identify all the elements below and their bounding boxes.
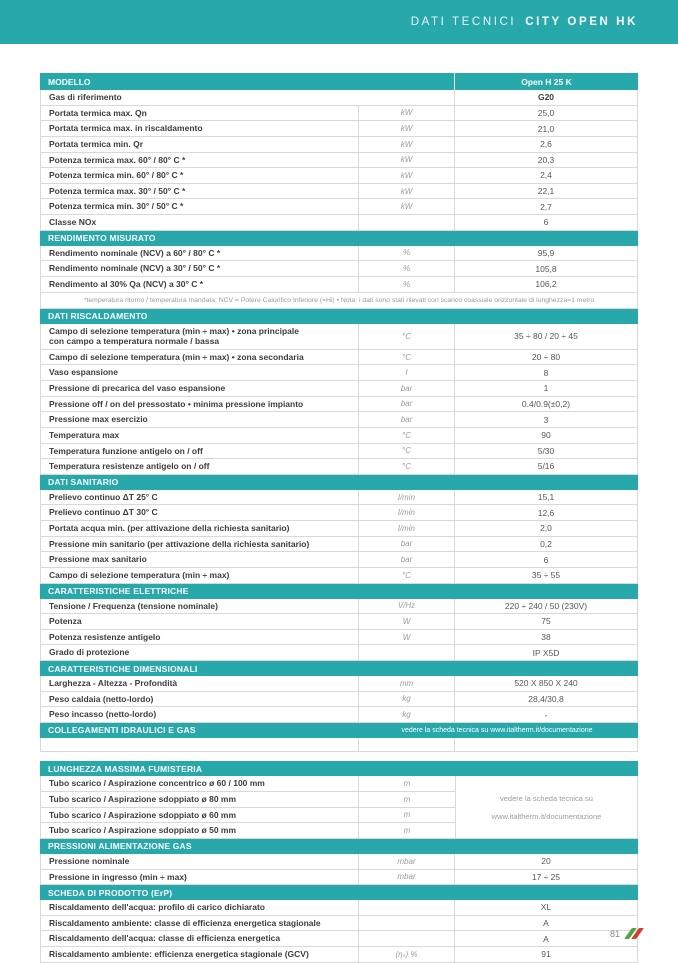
table-row: [40, 381, 638, 397]
row-unit: °C: [359, 459, 455, 474]
row-label: Larghezza - Altezza - Profondità: [41, 676, 359, 691]
spec-table: [40, 73, 638, 963]
table-row: [40, 277, 638, 293]
row-label: Temperatura resistenze antigelo on / off: [41, 459, 359, 474]
section-title: PRESSIONI ALIMENTAZIONE GAS: [48, 841, 192, 852]
table-row: [40, 324, 638, 350]
row-value: 2,6: [540, 139, 552, 150]
row-unit: mbar: [359, 854, 455, 869]
section-header: [40, 885, 638, 900]
row-unit: m: [403, 779, 411, 789]
row-label: Campo di selezione temperatura (min ÷ max): [41, 568, 359, 583]
page-number: 81: [609, 928, 620, 939]
row-label: [41, 324, 359, 349]
italy-flag-icon: [625, 928, 640, 939]
table-row: [40, 106, 638, 122]
row-value: 25,0: [537, 107, 555, 118]
section-header: [40, 661, 638, 676]
row-unit: bar: [359, 537, 455, 552]
row-unit: kg: [359, 692, 455, 707]
row-unit: mbar: [359, 870, 455, 885]
row-label-line: con campo a temperatura normale / bassa: [49, 336, 220, 347]
section-header: [40, 309, 638, 324]
section-title: SCHEDA DI PRODOTTO (ErP): [48, 887, 173, 898]
row-value: 22,1: [537, 186, 555, 197]
section-header: [40, 475, 638, 490]
row-label: Peso incasso (netto-lordo): [41, 707, 359, 722]
table-row: [40, 568, 638, 584]
row-unit: bar: [359, 397, 455, 412]
row-label: Pressione min sanitario (per attivazione della richiesta sanitario): [41, 537, 359, 552]
row-unit: %: [359, 261, 455, 276]
row-value: G20: [537, 92, 555, 103]
row-unit: %: [359, 277, 455, 292]
row-label: Gas di riferimento: [41, 90, 455, 105]
row-label: Pressione di precarica del vaso espansione: [41, 381, 359, 396]
row-value: 20 ÷ 80: [531, 352, 561, 363]
table-row: [40, 645, 638, 661]
table-row: [40, 397, 638, 413]
row-unit: l/min: [359, 490, 455, 505]
row-label: Tubo scarico / Aspirazione concentrico ø 60 / 100 mm: [41, 776, 359, 791]
row-unit: m: [403, 826, 411, 836]
table-row: [40, 521, 638, 537]
row-unit: °C: [359, 444, 455, 459]
table-row: [40, 444, 638, 460]
row-unit: kW: [359, 168, 455, 183]
row-label: [41, 738, 359, 752]
row-unit: °C: [359, 568, 455, 583]
row-value: 0,2: [540, 538, 552, 549]
row-unit: kW: [359, 153, 455, 168]
table-row: [40, 599, 638, 615]
row-label: Portata acqua min. (per attivazione della richiesta sanitario): [41, 521, 359, 536]
row-label: Portata termica max. in riscaldamento: [41, 121, 359, 136]
row-unit: l: [359, 365, 455, 380]
table-row: [40, 916, 638, 932]
merged-value-line: www.italtherm.it/documentazione: [491, 811, 602, 821]
row-label: Riscaldamento ambiente: efficienza energetica stagionale (GCV): [41, 947, 359, 962]
table-sections: [40, 90, 638, 963]
page-footer: [610, 928, 640, 939]
row-label: Riscaldamento dell'acqua: classe di efficienza energetica: [41, 931, 359, 946]
section-title: DATI RISCALDAMENTO: [48, 311, 148, 321]
row-value: 17 ÷ 25: [531, 871, 561, 882]
table-row: [40, 261, 638, 277]
section-title: COLLEGAMENTI IDRAULICI E GAS: [48, 725, 196, 736]
table-row: [40, 121, 638, 137]
row-value: 21,0: [537, 123, 555, 134]
row-label: Tubo scarico / Aspirazione sdoppiato ø 80 mm: [41, 792, 359, 807]
row-value: 5/30: [537, 445, 555, 456]
table-row: [40, 630, 638, 646]
row-label: Rendimento nominale (NCV) a 60° / 80° C *: [41, 246, 359, 261]
table-row: [40, 947, 638, 963]
table-model-header: [40, 73, 638, 90]
table-row: [40, 738, 638, 753]
table-row: [40, 870, 638, 886]
row-label: Temperatura max: [41, 428, 359, 443]
table-row: [40, 505, 638, 521]
table-row: [40, 137, 638, 153]
row-unit: m: [403, 794, 411, 804]
row-label: Campo di selezione temperatura (min ÷ max) • zona secondaria: [41, 350, 359, 365]
table-row: [40, 537, 638, 553]
table-row: [40, 153, 638, 169]
table-row: [40, 707, 638, 723]
row-value: 5/16: [537, 461, 555, 472]
merged-rows-block: [40, 776, 638, 839]
row-label: Pressione max sanitario: [41, 552, 359, 567]
table-row: [40, 428, 638, 444]
row-label: Pressione off / on del pressostato • minima pressione impianto: [41, 397, 359, 412]
row-label: Riscaldamento ambiente: classe di efficienza energetica stagionale: [41, 916, 359, 931]
row-unit: °C: [359, 324, 455, 349]
row-value: XL: [540, 902, 552, 913]
row-value: -: [544, 709, 548, 720]
table-row: [40, 552, 638, 568]
row-label: Prelievo continuo ΔT 25° C: [41, 490, 359, 505]
merged-value-cell: [455, 776, 637, 839]
row-label-line: Campo di selezione temperatura (min ÷ max) • zona principale: [49, 325, 299, 336]
row-unit: kW: [359, 106, 455, 121]
page-title-model: CITY OPEN HK: [525, 16, 638, 28]
row-label: Potenza termica max. 30° / 50° C *: [41, 184, 359, 199]
row-label: Potenza: [41, 614, 359, 629]
row-unit: kW: [359, 121, 455, 136]
row-value: 3: [543, 414, 549, 425]
row-label-lines: [49, 326, 299, 347]
row-value: 520 X 850 X 240: [514, 678, 578, 689]
row-unit: (ηₛ) %: [359, 947, 455, 962]
row-unit: [359, 931, 455, 946]
table-row: [40, 184, 638, 200]
row-unit: mm: [359, 676, 455, 691]
row-label: Pressione max esercizio: [41, 412, 359, 427]
row-label: Tubo scarico / Aspirazione sdoppiato ø 50 mm: [41, 823, 359, 838]
row-unit: W: [359, 630, 455, 645]
row-label: Vaso espansione: [41, 365, 359, 380]
table-row: [40, 676, 638, 692]
row-unit: kg: [359, 707, 455, 722]
row-unit: [359, 645, 455, 660]
row-value: 75: [541, 616, 551, 627]
table-row: [40, 365, 638, 381]
row-value: 2,7: [540, 201, 552, 212]
row-unit: bar: [359, 412, 455, 427]
section-header: [40, 839, 638, 854]
row-value: 38: [541, 632, 551, 643]
row-value: 220 ÷ 240 / 50 (230V): [504, 600, 588, 611]
table-row: [41, 776, 455, 792]
table-row: [40, 900, 638, 916]
row-value: 95,9: [537, 247, 555, 258]
row-unit: [359, 738, 455, 752]
table-row: [40, 168, 638, 184]
row-value: 1: [543, 383, 549, 394]
section-header: [40, 584, 638, 599]
row-value: 35 ÷ 55: [531, 570, 561, 581]
row-label: Grado di protezione: [41, 645, 359, 660]
row-label: Pressione in ingresso (min ÷ max): [41, 870, 359, 885]
row-value: IP X5D: [532, 647, 560, 658]
table-row: [40, 350, 638, 366]
row-label: Tubo scarico / Aspirazione sdoppiato ø 60 mm: [41, 808, 359, 823]
row-value: 15,1: [537, 492, 555, 503]
section-header: [40, 761, 638, 776]
row-value: A: [543, 933, 549, 944]
row-label: Peso caldaia (netto-lordo): [41, 692, 359, 707]
table-row: [40, 490, 638, 506]
row-value: 8: [543, 367, 549, 378]
row-unit: V/Hz: [359, 599, 455, 614]
row-unit: %: [359, 246, 455, 261]
row-unit: [359, 215, 455, 230]
row-label: Rendimento nominale (NCV) a 30° / 50° C *: [41, 261, 359, 276]
section-note: vedere la scheda tecnica su www.italtherm.it/documentazione: [401, 726, 593, 734]
section-title: DATI SANITARIO: [48, 477, 119, 488]
section-title: RENDIMENTO MISURATO: [48, 233, 156, 244]
row-label: Riscaldamento dell'acqua: profilo di carico dichiarato: [41, 900, 359, 915]
row-value: [455, 738, 637, 752]
row-value: 0.4/0.9(±0,2): [521, 398, 571, 409]
section-header: [40, 723, 638, 738]
row-unit: l/min: [359, 521, 455, 536]
row-label: Classe NOx: [41, 215, 359, 230]
row-unit: bar: [359, 381, 455, 396]
row-label: Portata termica min. Qr: [41, 137, 359, 152]
row-value: 6: [543, 217, 549, 228]
row-value: 6: [543, 554, 549, 565]
row-value: 2,4: [540, 170, 552, 181]
row-unit: kW: [359, 184, 455, 199]
table-row: [40, 199, 638, 215]
table-footnote: *temperatura ritorno / temperatura mandata; NCV = Potere Calorifico Inferiore (=Hi) • Nota: i dati sono stati rilevati con scarico coassiale orizzontale di lunghezza=1 metro: [40, 293, 638, 309]
row-value: 35 ÷ 80 / 20 ÷ 45: [514, 331, 578, 342]
model-header-label: MODELLO: [48, 76, 91, 87]
row-unit: [359, 900, 455, 915]
table-row: [40, 459, 638, 475]
table-row: [41, 808, 455, 824]
table-row: [41, 792, 455, 808]
section-title: LUNGHEZZA MASSIMA FUMISTERIA: [48, 763, 203, 774]
row-unit: W: [359, 614, 455, 629]
table-row: [40, 614, 638, 630]
row-label: Portata termica max. Qn: [41, 106, 359, 121]
row-unit: m: [403, 810, 411, 820]
section-header: [40, 231, 638, 246]
row-unit: [359, 916, 455, 931]
row-unit: kW: [359, 137, 455, 152]
page-title-prefix: DATI TECNICI: [410, 16, 517, 28]
row-label: Pressione nominale: [41, 854, 359, 869]
row-unit: °C: [359, 428, 455, 443]
table-row: [40, 692, 638, 708]
row-label: Temperatura funzione antigelo on / off: [41, 444, 359, 459]
row-value: 20,3: [537, 154, 555, 165]
section-gap: [40, 752, 638, 761]
section-title: CARATTERISTICHE ELETTRICHE: [48, 586, 189, 596]
table-row: [40, 412, 638, 428]
row-unit: l/min: [359, 505, 455, 520]
row-label: Potenza termica min. 30° / 50° C *: [41, 199, 359, 214]
row-value: 28,4/30,8: [528, 693, 564, 704]
section-title: CARATTERISTICHE DIMENSIONALI: [48, 663, 198, 674]
row-label: Potenza termica max. 60° / 80° C *: [41, 153, 359, 168]
row-value: 12,6: [537, 507, 555, 518]
row-unit: bar: [359, 552, 455, 567]
row-value: 90: [541, 430, 551, 441]
row-label: Tensione / Frequenza (tensione nominale): [41, 599, 359, 614]
table-row: [40, 246, 638, 262]
model-header-value: Open H 25 K: [454, 73, 638, 90]
merged-value-line: vedere la scheda tecnica su: [500, 793, 593, 803]
row-unit: °C: [359, 350, 455, 365]
row-label: Potenza resistenze antigelo: [41, 630, 359, 645]
row-unit: kW: [359, 199, 455, 214]
row-value: 106,2: [535, 279, 557, 290]
table-row: [40, 215, 638, 231]
row-value: 105,8: [535, 263, 557, 274]
row-label: Potenza termica min. 60° / 80° C *: [41, 168, 359, 183]
table-row: [40, 928, 638, 947]
table-row: [40, 90, 638, 106]
page-header-banner: [0, 0, 678, 44]
row-label: Rendimento al 30% Qa (NCV) a 30° C *: [41, 277, 359, 292]
row-value: A: [543, 918, 549, 929]
table-row: [41, 823, 455, 839]
row-value: 91: [541, 949, 551, 960]
row-value: 2,0: [540, 523, 552, 534]
row-label: Prelievo continuo ΔT 30° C: [41, 505, 359, 520]
row-value: 20: [541, 856, 551, 867]
merged-left-column: [41, 776, 455, 839]
table-row: [40, 854, 638, 870]
